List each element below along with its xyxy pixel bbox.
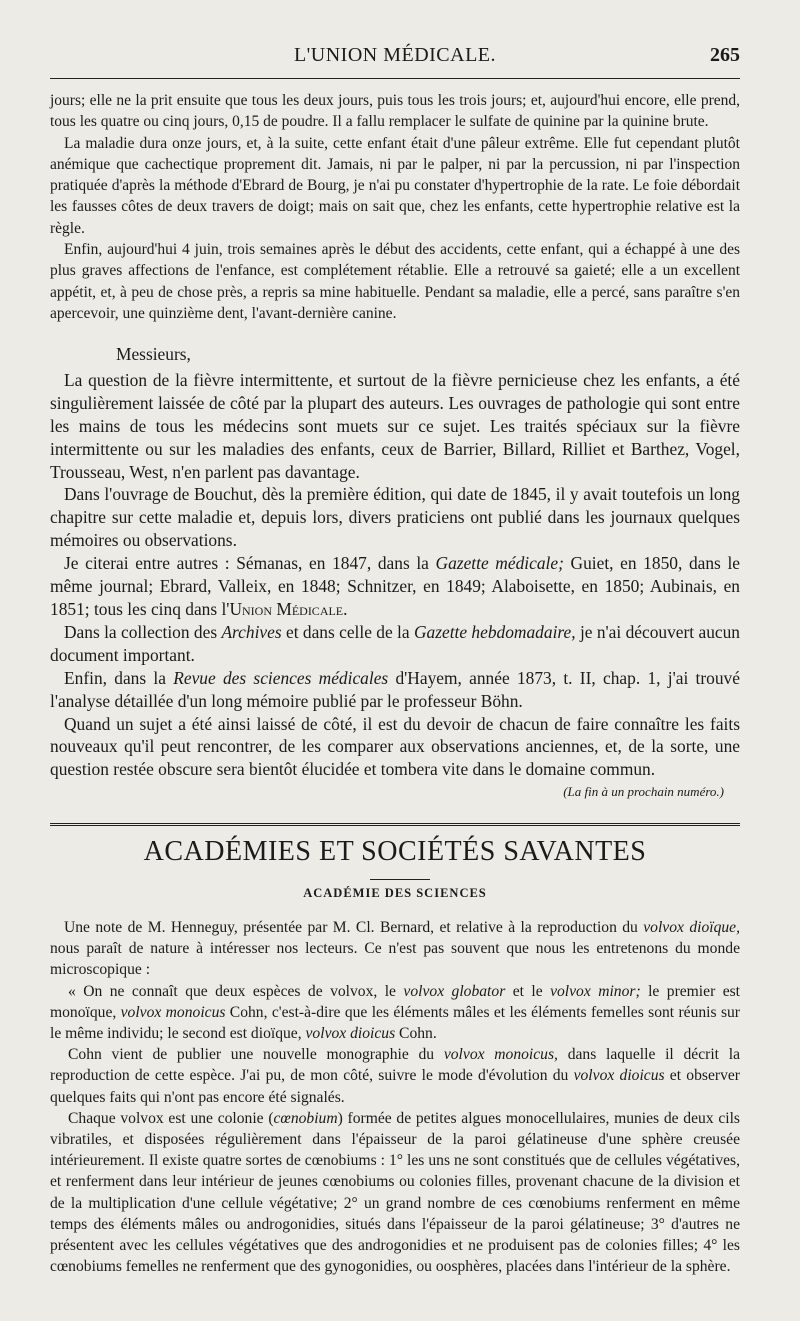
- text-run: je n'ai découvert aucun document important.: [50, 621, 740, 665]
- text-run: et dans celle de la: [281, 621, 414, 642]
- section-double-rule: [50, 823, 740, 826]
- journal-title: Archives: [221, 621, 282, 642]
- lecture-paragraph: Quand un sujet a été ainsi laissé de côté, il est du devoir de chacun de faire connaître les faits nouveaux qu'il peut rencontrer, de les comparer aux observations anciennes, et, de la sorte, une question restée obscure sera bientôt élucidée et tombera vite dans le domaine commun.: [50, 713, 740, 780]
- species-name: volvox dioïque,: [643, 919, 741, 936]
- salutation: Messieurs,: [116, 344, 191, 364]
- lecture-paragraph: [50, 667, 740, 713]
- species-name: volvox globator: [403, 982, 506, 1000]
- volvox-article: [50, 917, 740, 1277]
- text-run: Cohn vient de publier une nouvelle monographie du: [68, 1046, 444, 1064]
- species-name: volvox dioicus: [305, 1025, 396, 1043]
- text-run: Je citerai entre autres : Sémanas, en 1847, dans la: [64, 553, 436, 574]
- species-name: volvox monoicus,: [443, 1046, 558, 1064]
- page-header: [50, 44, 740, 74]
- case-paragraph: Enfin, aujourd'hui 4 juin, trois semaines après le début des accidents, cette enfant, qui a échappé à une des plus graves affections de l'enfance, est complétement rétablie. Elle a retrouvé sa gaieté; elle a un excellent appétit, et, à peu de chose près, a repris sa mine habituelle. Pendant sa maladie, elle a percé, sans paraître s'en apercevoir, une quinzième dent, l'avant-dernière canine.: [50, 241, 740, 322]
- text-run: le premier est monoïque,: [50, 982, 741, 1021]
- species-name: volvox minor;: [550, 982, 641, 1000]
- species-name: volvox monoicus: [120, 1003, 226, 1021]
- article-paragraph: [50, 1044, 740, 1108]
- text-run: d'Hayem, année 1873, t. II, chap. 1, j'ai trouvé l'analyse détaillée d'un long mémoire publié par le professeur Böhn.: [50, 667, 740, 711]
- text-run: et le: [505, 982, 551, 1000]
- journal-title: Revue des sciences médicales: [173, 667, 389, 688]
- running-title: L'UNION MÉDICALE.: [293, 44, 497, 66]
- text-run: nous paraît de nature à intéresser nos lecteurs. Ce n'est pas souvent que nous les entretenons du monde microscopique :: [50, 940, 740, 979]
- case-paragraph: jours; elle ne la prit ensuite que tous les deux jours, puis tous les trois jours; et, aujourd'hui encore, elle prend, tous les quatre ou cinq jours, 0,15 de poudre. Il a fallu remplacer le sulfate de quinine par la quinine brute.: [50, 92, 740, 131]
- lecture-paragraph: La question de la fièvre intermittente, et surtout de la fièvre pernicieuse chez les enfants, a été singulièrement laissée de côté par la plupart des auteurs. Les ouvrages de pathologie qui sont entre les mains de tous les médecins sont muets sur ce sujet. Les traités spéciaux sur la fièvre intermittente ou sur les maladies des enfants, ceux de Barrier, Billard, Rilliet et Barthez, Vogel, Trousseau, West, n'en parlent pas davantage.: [50, 369, 740, 482]
- species-name: volvox dioicus: [573, 1067, 665, 1085]
- text-run: « On ne connaît que deux espèces de volvox, le: [68, 982, 404, 1000]
- text-run: ) formée de petites algues monocellulaires, munies de deux cils vibratiles, et disposées régulièrement dans l'épaisseur de la paroi gélatineuse d'une sphère creusée intérieurement. Il existe quatre sortes de cœnobiums : 1° les uns ne sont constitués que de cellules végétatives, et renferment dans leur intérieur de jeunes cœnobiums ou colonies filles, provenant chacune de la division et de la multiplication d'une cellule végétative; 2° un grand nombre de ces cœnobiums renferment en même temps des éléments mâles ou androgonidies, situés dans l'épaisseur de la paroi gélatineuse; 3° d'autres ne présentent avec les cellules végétatives que des androgonidies et ne produisent pas de colonies filles; 4° les cœnobiums femelles ne renferment que des gynogonidies, ou oosphères, placées dans l'intérieur de la sphère.: [50, 1109, 740, 1276]
- lecture-section: [50, 343, 740, 804]
- term: cœnobium: [273, 1109, 338, 1127]
- section-divider: [370, 879, 430, 880]
- text-run: Une note de M. Henneguy, présentée par M. Cl. Bernard, et relative à la reproduction du: [64, 919, 644, 936]
- section-title: ACADÉMIES ET SOCIÉTÉS SAVANTES: [143, 836, 647, 867]
- text-run: et observer quelques faits qui n'ont pas encore été signalés.: [50, 1067, 740, 1106]
- text-run: dans laquelle il décrit la reproduction de cette espèce. J'ai pu, de mon côté, suivre le mode d'évolution du: [50, 1046, 740, 1085]
- lecture-paragraph: [50, 552, 740, 621]
- article-paragraph: [50, 1108, 740, 1278]
- case-paragraph: La maladie dura onze jours, et, à la suite, cette enfant était d'une pâleur extrême. Elle fut cependant plutôt anémique que cachectique proprement dit. Jamais, ni par le palper, ni par la percussion, ni par l'inspection pratiquée d'après la méthode d'Ebrard de Bourg, je n'ai pu constater d'hypertrophie de la rate. Le foie débordait les fausses côtes de deux travers de doigt; mais on sait que, chez les enfants, cette hypertrophie relative est la règle.: [50, 134, 740, 237]
- journal-title: Union Médicale.: [229, 598, 348, 619]
- text-run: Chaque volvox est une colonie (: [68, 1109, 274, 1127]
- lecture-paragraph: [50, 621, 740, 667]
- text-run: Cohn.: [395, 1025, 437, 1043]
- journal-title: Gazette médicale;: [435, 553, 564, 574]
- page-number: 265: [710, 44, 740, 66]
- lecture-paragraph: Dans l'ouvrage de Bouchut, dès la première édition, qui date de 1845, il y avait toutefois un long chapitre sur cette maladie et, depuis lors, divers praticiens ont publié dans les journaux quelques mémoires ou observations.: [50, 484, 740, 551]
- case-report: [50, 90, 740, 324]
- journal-title: Gazette hebdomadaire,: [413, 621, 576, 642]
- section-subtitle: ACADÉMIE DES SCIENCES: [303, 886, 487, 900]
- text-run: Dans la collection des: [64, 621, 222, 642]
- text-run: Cohn, c'est-à-dire que les éléments mâles et les éléments femelles sont réunis sur le même individu; le second est dioïque,: [50, 1003, 740, 1043]
- article-paragraph: [50, 981, 740, 1045]
- continued-note: (La fin à un prochain numéro.): [563, 784, 724, 800]
- text-run: Enfin, dans la: [64, 667, 174, 688]
- header-rule: [50, 78, 740, 79]
- article-paragraph: [50, 917, 740, 981]
- text-run: Guiet, en 1850, dans le même journal; Ebrard, Valleix, en 1848; Schnitzer, en 1849; Alaboisette, en 1850; Aubinais, en 1851; tous les cinq dans l': [50, 553, 741, 619]
